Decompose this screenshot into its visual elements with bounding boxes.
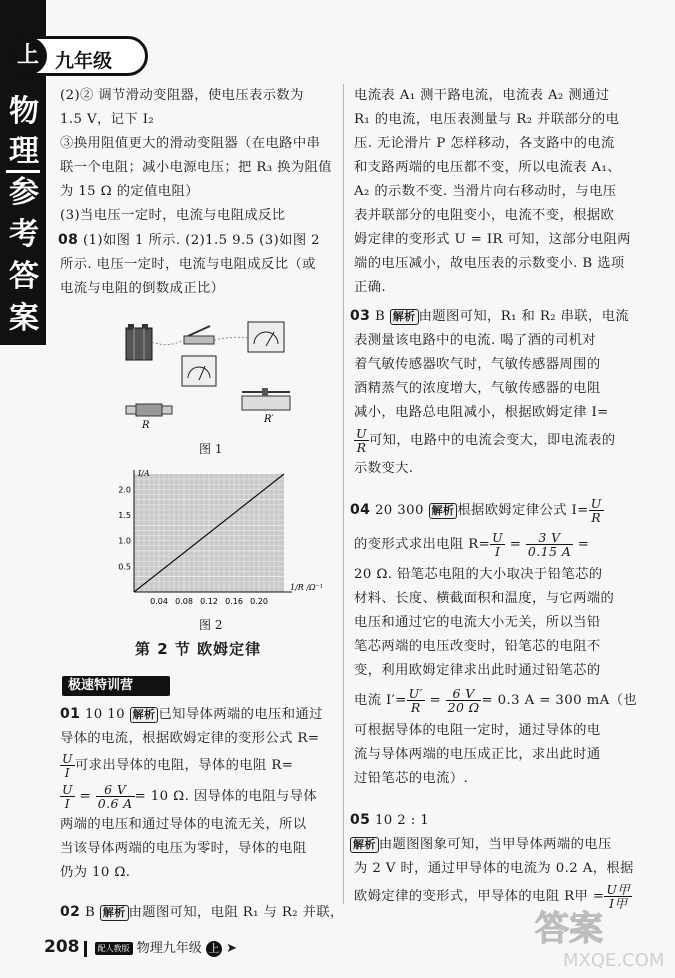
fraction: $\frac{U}{I}$: [492, 530, 504, 559]
figure-2-caption: 图 2: [199, 618, 223, 632]
y-tick-label: 0.5: [118, 562, 131, 572]
x-tick-label: 0.08: [175, 597, 193, 606]
arrow-icon: ➤: [226, 941, 237, 956]
analysis-tag: 解析: [100, 905, 129, 921]
text-line: ③换用阻值更大的滑动变阻器（在电路中串: [60, 136, 321, 151]
text-line: (3)当电压一定时，电流与电阻成反比: [60, 208, 286, 223]
answer-text: 10 10: [84, 707, 126, 722]
question-number: 08: [58, 232, 79, 248]
battery-icon: [126, 324, 152, 360]
figure-1-components: [118, 318, 298, 430]
grade-label: 九年级: [55, 50, 113, 72]
fraction: $\frac{6 V}{0.6 A}$: [97, 782, 133, 811]
text-line: 所示. 电压一定时，电流与电阻成反比（或: [60, 257, 316, 272]
fraction: $\frac{\text{U甲}}{\text{I甲}}$: [606, 882, 631, 911]
text-line: 当该导体两端的电压为零时，导体的电阻: [60, 841, 307, 856]
switch-icon: [184, 326, 214, 344]
volume-circle: 上: [9, 37, 47, 75]
y-tick-label: 1.0: [118, 536, 131, 546]
volume-badge: 上: [206, 941, 222, 957]
q05-block: 05 10 2 : 1 解析 由题图图象可知，当甲导体两端的电压 为 2 V 时，通过甲导体的电流为 0.2 A，根据 欧姆定律的变形式，甲导体的电阻 R甲 = $\frac{\text{U甲}}{\text{I甲}}$: [350, 812, 634, 911]
book-title: 物理九年级: [136, 941, 202, 956]
subject-label: 物 理: [9, 94, 39, 169]
fraction: $\frac{U}{I}$: [62, 782, 73, 811]
x-tick-label: 0.16: [225, 597, 243, 606]
section-title: 第 2 节 欧姆定律: [135, 640, 262, 658]
y-tick-label: 2.0: [118, 485, 131, 495]
label-r: R: [142, 420, 150, 430]
x-tick-label: 0.20: [250, 597, 268, 606]
svg-text:MXQE.COM: MXQE.COM: [563, 950, 665, 971]
left-column: [60, 84, 335, 301]
analysis-tag: 解析: [130, 707, 159, 723]
analysis-tag: 解析: [429, 503, 458, 519]
edition-badge: 配人教版: [95, 942, 133, 955]
q02-block: 02 B 解析 由题图可知，电阻 R₁ 与 R₂ 并联，: [60, 904, 344, 920]
text-line: 两端的电压和通过导体的电流无关，所以: [60, 817, 307, 832]
training-header: 极速特训营: [62, 676, 170, 696]
grade-badge: [8, 36, 148, 76]
ammeter-icon: [248, 322, 284, 352]
fraction: $\frac{U}{R}$: [590, 496, 602, 525]
resistor-icon: [126, 404, 172, 416]
y-axis-label: I/A: [138, 469, 150, 478]
figure-1-caption: 图 1: [199, 442, 223, 456]
right-column: 电流表 A₁ 测干路电流，电流表 A₂ 测通过 R₁ 的电流，电压表测量与 R₂ 并联部分的电 压. 无论滑片 P 怎样移动，各支路中的电流 和支路两端的电压都不变，所以电流表 A₁、 A₂ 的示数不变. 当滑片向右移动时，与电压 表并联部分的电阻变小，电流不变，根据欧 姆定律的变形式 U = IR 可知，这部分电阻两 端的电压减小，故电压表的示数变小. B 选项 正确.: [354, 88, 631, 295]
x-tick-label: 0.04: [150, 597, 168, 606]
fraction: $\frac{6 V}{20 \Omega}$: [447, 686, 480, 715]
analysis-tag: 解析: [390, 309, 419, 325]
q04-block: 04 20 300 解析 根据欧姆定律公式 I= $\frac{U}{R}$ 的变形式求出电阻 R= $\frac{U}{I}$ = $\frac{3 V}{0.15 A}$ = 20 Ω. 铅笔芯电阻的大小取决于铅笔芯的 材料、长度、横截面积和温度，与它两端的 电压和通过它的电流大小无关，所以当铅 笔芯两端的电压改变时，铅笔芯的电阻不 变，利用欧姆定律求出此时通过铅笔芯的 电流 I′= $\frac{U'}{R}$ = $\frac{6 V}{20 \Omega}$ = 0.3 A = 300 mA（也 可根据导体的电阻一定时，通过导体的电 流与导体两端的电压成正比，求出此时通 过铅笔芯的电流）.: [350, 496, 638, 786]
x-axis-label: 1/R /Ω⁻¹: [290, 583, 324, 592]
question-number: 03: [350, 308, 371, 324]
voltmeter-icon: [182, 356, 216, 386]
watermark-logo: [529, 902, 669, 972]
figure-2-chart: [110, 466, 335, 616]
q08-line: 08 (1)如图 1 所示. (2)1.5 9.5 (3)如图 2: [58, 232, 321, 248]
q01-block: 01 10 10 解析 已知导体两端的电压和通过 导体的电流，根据欧姆定律的变形公式 R= $\frac{U}{I}$ 可求出导体的电阻，导体的电阻 R= $\frac{U}{I}$ = $\frac{6 V}{0.6 A}$ = 10 Ω. 因导体的电阻与导体 两端的电压和通过导体的电流无关，所以 当该导体两端的电压为零时，导体的电阻 仍为 10 Ω.: [60, 702, 340, 885]
fraction-u-over-r: $\frac{U}{R}$: [356, 426, 367, 455]
text-line: 电流与电阻的倒数成正比）: [60, 281, 225, 296]
question-number: 05: [350, 812, 371, 828]
text-line: 为 15 Ω 的定值电阻）: [60, 184, 199, 199]
y-tick-label: 1.5: [118, 511, 131, 521]
page-footer: [44, 937, 237, 957]
question-number: 02: [60, 904, 81, 920]
x-tick-label: 0.12: [200, 597, 218, 606]
question-number: 04: [350, 502, 371, 518]
text-line: 导体的电流，根据欧姆定律的变形公式 R=: [60, 731, 320, 746]
text-line: 联一个电阻；减小电源电压；把 R₃ 换为阻值: [60, 160, 332, 175]
fraction: $\frac{3 V}{0.15 A}$: [527, 530, 572, 559]
q03-block: 03 B 解析 由题图可知，R₁ 和 R₂ 串联，电流 表测量该电路中的电流. 喝了酒的司机对 着气敏传感器吹气时，气敏传感器周围的 酒精蒸气的浓度增大，气敏传感器的电阻 减小，电路总电阻减小，根据欧姆定律 I= $\frac{U}{R}$ 可知，电路中的电流会变大，即电流表的 示数变大.: [350, 308, 630, 476]
rheostat-icon: [242, 388, 290, 410]
page-number: 208: [44, 937, 80, 957]
text-line: 仍为 10 Ω.: [60, 865, 131, 880]
text-line: (2)② 调节滑动变阻器，使电压表示数为: [60, 88, 304, 103]
answers-label: 参 考 答 案: [9, 175, 39, 336]
fraction: $\frac{U'}{R}$: [408, 686, 423, 715]
column-divider: [343, 84, 344, 904]
analysis-tag: 解析: [350, 837, 379, 853]
text-line: 1.5 V，记下 I₂: [60, 112, 155, 127]
label-r-prime: R′: [264, 414, 274, 425]
question-number: 01: [60, 706, 81, 722]
fraction-u-over-i: $\frac{U}{I}$: [62, 751, 73, 780]
svg-text:答案: 答案: [535, 909, 603, 949]
